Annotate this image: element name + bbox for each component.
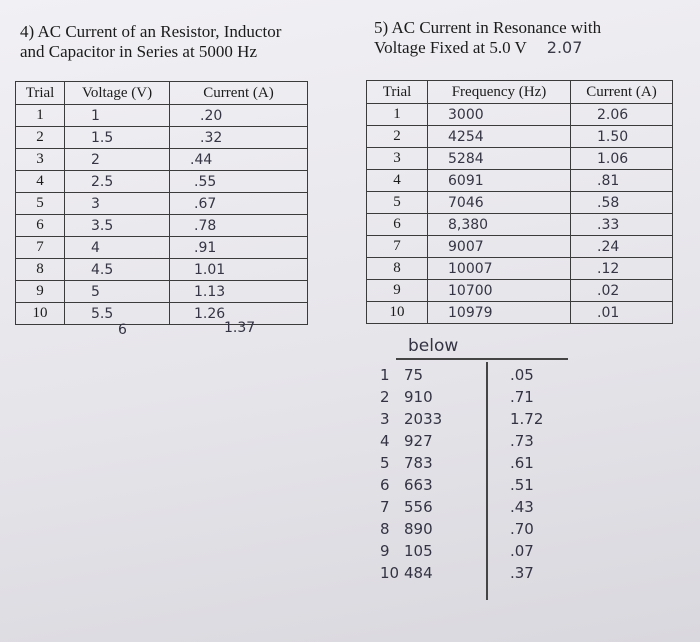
below-rule [396,358,568,360]
trial-cell: 1 [16,105,65,127]
table-row [367,104,673,126]
voltage-cell: 5 [65,281,170,303]
trial-cell: 2 [367,126,428,148]
trial-cell: 10 [16,303,65,325]
table-row [16,259,308,281]
trial-cell: 2 [16,127,65,149]
right-heading [374,18,601,58]
table-row [16,237,308,259]
below-freq: 484 [404,564,433,582]
current-cell: .33 [571,214,673,236]
below-freq: 663 [404,476,433,494]
current-cell: .67 [170,193,308,215]
right-header-trial: Trial [367,81,428,104]
below-index: 4 [380,432,390,450]
trial-cell: 8 [367,258,428,280]
current-cell: .91 [170,237,308,259]
below-index: 2 [380,388,390,406]
table-row [367,236,673,258]
trial-cell: 7 [367,236,428,258]
current-cell: 2.06 [571,104,673,126]
frequency-cell: 10700 [428,280,571,302]
below-index: 5 [380,454,390,472]
table-row [367,280,673,302]
table-row [16,303,308,325]
current-cell: 1.26 [170,303,308,325]
below-freq: 890 [404,520,433,538]
below-current: .73 [510,432,534,450]
frequency-cell: 6091 [428,170,571,192]
voltage-cell: 2 [65,149,170,171]
voltage-cell: 4.5 [65,259,170,281]
right-heading-line2: Voltage Fixed at 5.0 V [374,38,527,57]
below-current: .05 [510,366,534,384]
left-heading-line2: and Capacitor in Series at 5000 Hz [20,42,257,61]
frequency-cell: 7046 [428,192,571,214]
frequency-cell: 3000 [428,104,571,126]
frequency-cell: 4254 [428,126,571,148]
left-header-current: Current (A) [170,82,308,105]
list-item [380,520,580,542]
table-row [16,215,308,237]
frequency-cell: 5284 [428,148,571,170]
list-item [380,564,580,586]
left-heading [20,22,281,62]
table-row [367,302,673,324]
trial-cell: 10 [367,302,428,324]
below-current: .71 [510,388,534,406]
current-cell: .78 [170,215,308,237]
trial-cell: 7 [16,237,65,259]
below-index: 6 [380,476,390,494]
below-freq: 105 [404,542,433,560]
current-cell: .44 [170,149,308,171]
below-freq: 75 [404,366,424,384]
list-item [380,454,580,476]
below-current: 1.72 [510,410,544,428]
below-freq: 556 [404,498,433,516]
current-cell: 1.13 [170,281,308,303]
right-header-current: Current (A) [571,81,673,104]
left-extra-current: 1.37 [224,320,256,336]
trial-cell: 4 [367,170,428,192]
list-item [380,366,580,388]
list-item [380,476,580,498]
below-freq: 2033 [404,410,443,428]
voltage-cell: 1 [65,105,170,127]
table-row [16,281,308,303]
table-row [16,105,308,127]
current-cell: 1.01 [170,259,308,281]
below-current: .61 [510,454,534,472]
below-current: .70 [510,520,534,538]
voltage-cell: 3.5 [65,215,170,237]
below-current: .07 [510,542,534,560]
current-cell: .55 [170,171,308,193]
trial-cell: 4 [16,171,65,193]
left-header-trial: Trial [16,82,65,105]
below-current: .43 [510,498,534,516]
current-cell: .24 [571,236,673,258]
voltage-cell: 1.5 [65,127,170,149]
trial-cell: 9 [367,280,428,302]
below-index: 3 [380,410,390,428]
left-header-voltage: Voltage (V) [65,82,170,105]
right-header-frequency: Frequency (Hz) [428,81,571,104]
table-row [367,148,673,170]
current-cell: .01 [571,302,673,324]
voltage-cell: 5.5 [65,303,170,325]
current-cell: 1.50 [571,126,673,148]
trial-cell: 5 [367,192,428,214]
right-heading-line1: 5) AC Current in Resonance with [374,18,602,37]
trial-cell: 1 [367,104,428,126]
frequency-cell: 10007 [428,258,571,280]
voltage-cell: 4 [65,237,170,259]
table-row [367,214,673,236]
frequency-cell: 10979 [428,302,571,324]
left-table-header-row [16,82,308,105]
current-cell: .12 [571,258,673,280]
below-freq: 783 [404,454,433,472]
frequency-cell: 8,380 [428,214,571,236]
right-table [366,80,673,324]
left-extra-voltage: 6 [118,322,127,338]
trial-cell: 9 [16,281,65,303]
table-row [367,192,673,214]
below-index: 9 [380,542,390,560]
below-list [380,366,580,586]
current-cell: .20 [170,105,308,127]
list-item [380,388,580,410]
voltage-cell: 3 [65,193,170,215]
table-row [367,170,673,192]
table-row [16,193,308,215]
left-table [15,81,308,325]
list-item [380,410,580,432]
below-freq: 927 [404,432,433,450]
below-index: 8 [380,520,390,538]
current-cell: .58 [571,192,673,214]
below-index: 1 [380,366,390,384]
right-heading-note: 2.07 [546,38,583,57]
current-cell: .02 [571,280,673,302]
trial-cell: 3 [367,148,428,170]
current-cell: .32 [170,127,308,149]
below-index: 7 [380,498,390,516]
right-heading-line2-wrap [374,38,601,58]
list-item [380,432,580,454]
table-row [16,149,308,171]
table-row [367,258,673,280]
table-row [16,127,308,149]
list-item [380,542,580,564]
frequency-cell: 9007 [428,236,571,258]
table-row [367,126,673,148]
trial-cell: 6 [367,214,428,236]
trial-cell: 8 [16,259,65,281]
table-row [16,171,308,193]
current-cell: .81 [571,170,673,192]
left-heading-line1: 4) AC Current of an Resistor, Inductor [20,22,282,41]
current-cell: 1.06 [571,148,673,170]
below-index: 10 [380,564,400,582]
below-current: .51 [510,476,534,494]
list-item [380,498,580,520]
voltage-cell: 2.5 [65,171,170,193]
below-freq: 910 [404,388,433,406]
trial-cell: 5 [16,193,65,215]
below-title: below [408,336,459,356]
trial-cell: 6 [16,215,65,237]
below-current: .37 [510,564,534,582]
trial-cell: 3 [16,149,65,171]
right-table-header-row [367,81,673,104]
